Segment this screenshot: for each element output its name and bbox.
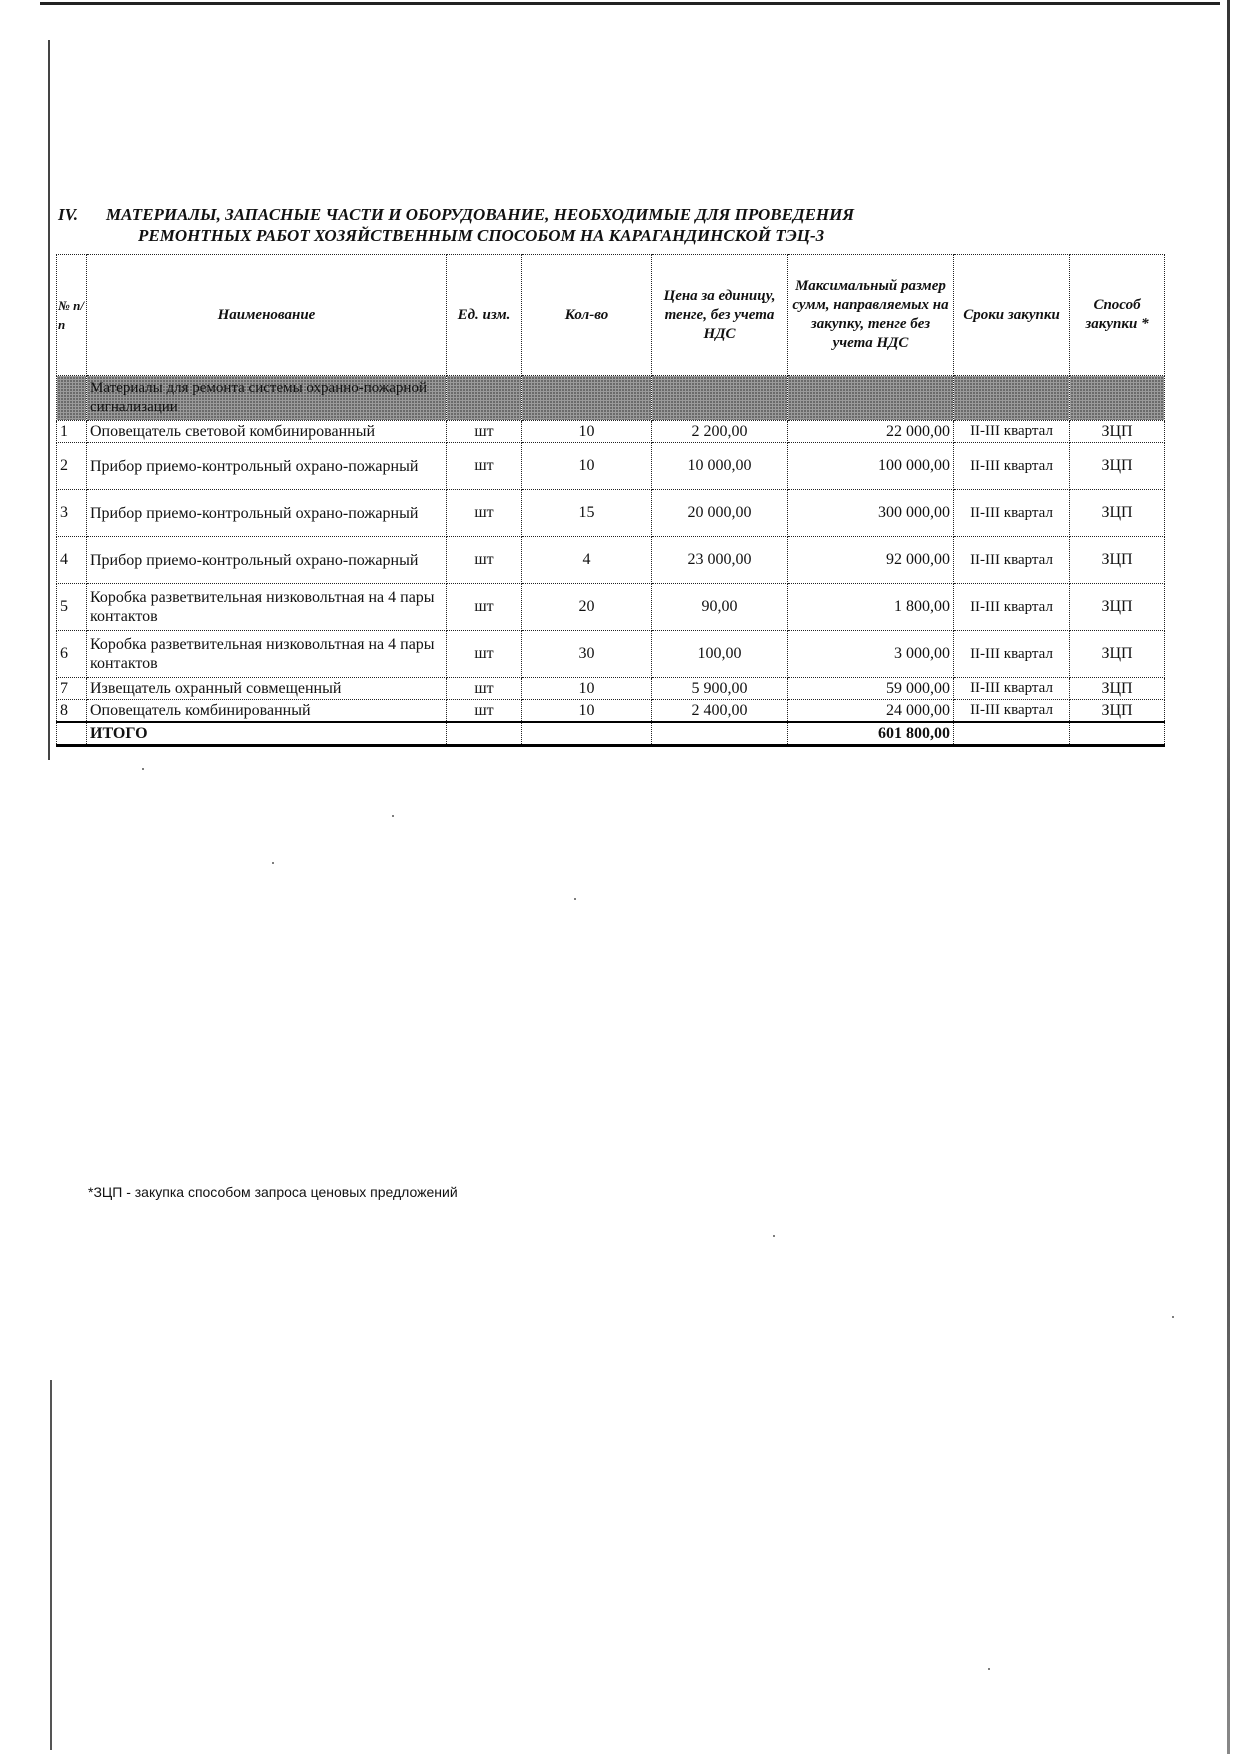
item-price: 90,00 <box>652 584 788 631</box>
item-qty: 10 <box>522 421 652 443</box>
item-name: Прибор приемо-контрольный охрано-пожарный <box>87 537 447 584</box>
item-method: ЗЦП <box>1070 631 1165 678</box>
total-cell <box>652 722 788 746</box>
item-unit: шт <box>447 631 522 678</box>
row-number: 8 <box>57 700 87 723</box>
item-method: ЗЦП <box>1070 537 1165 584</box>
row-number: 7 <box>57 678 87 700</box>
scan-edge-right <box>1227 0 1230 1754</box>
item-term: II-III квартал <box>954 537 1070 584</box>
item-sum: 1 800,00 <box>788 584 954 631</box>
item-term: II-III квартал <box>954 421 1070 443</box>
row-number: 3 <box>57 490 87 537</box>
item-price: 5 900,00 <box>652 678 788 700</box>
item-price: 2 200,00 <box>652 421 788 443</box>
section-cell <box>652 376 788 421</box>
document-title <box>58 204 1158 246</box>
table-row <box>57 631 1165 678</box>
footnote: *ЗЦП - закупка способом запроса ценовых предложений <box>88 1184 458 1200</box>
item-unit: шт <box>447 537 522 584</box>
item-term: II-III квартал <box>954 700 1070 723</box>
col-header-no: № п/п <box>57 255 87 376</box>
item-sum: 100 000,00 <box>788 443 954 490</box>
item-term: II-III квартал <box>954 678 1070 700</box>
col-header-sum: Максимальный размер сумм, направляемых на закупку, тенге без учета НДС <box>788 255 954 376</box>
scan-speck <box>1172 1316 1174 1318</box>
item-unit: шт <box>447 700 522 723</box>
section-cell <box>57 376 87 421</box>
row-number: 1 <box>57 421 87 443</box>
col-header-method: Способ закупки * <box>1070 255 1165 376</box>
item-price: 20 000,00 <box>652 490 788 537</box>
section-cell <box>788 376 954 421</box>
total-cell <box>954 722 1070 746</box>
section-title: Материалы для ремонта системы охранно-пожарной сигнализации <box>87 376 447 421</box>
item-name: Коробка разветвительная низковольтная на 4 пары контактов <box>87 584 447 631</box>
table-row <box>57 421 1165 443</box>
item-term: II-III квартал <box>954 490 1070 537</box>
item-qty: 4 <box>522 537 652 584</box>
item-name: Оповещатель световой комбинированный <box>87 421 447 443</box>
total-cell <box>57 722 87 746</box>
scan-speck <box>574 898 576 900</box>
item-qty: 10 <box>522 700 652 723</box>
item-unit: шт <box>447 678 522 700</box>
item-method: ЗЦП <box>1070 421 1165 443</box>
item-sum: 300 000,00 <box>788 490 954 537</box>
col-header-unit: Ед. изм. <box>447 255 522 376</box>
item-sum: 92 000,00 <box>788 537 954 584</box>
item-unit: шт <box>447 490 522 537</box>
item-method: ЗЦП <box>1070 443 1165 490</box>
table-row <box>57 537 1165 584</box>
item-name: Извещатель охранный совмещенный <box>87 678 447 700</box>
item-unit: шт <box>447 443 522 490</box>
col-header-price: Цена за единицу, тенге, без учета НДС <box>652 255 788 376</box>
item-sum: 22 000,00 <box>788 421 954 443</box>
item-method: ЗЦП <box>1070 700 1165 723</box>
col-header-qty: Кол-во <box>522 255 652 376</box>
row-number: 2 <box>57 443 87 490</box>
section-cell <box>522 376 652 421</box>
scan-speck <box>142 768 144 770</box>
item-qty: 20 <box>522 584 652 631</box>
section-cell <box>1070 376 1165 421</box>
title-line-1: МАТЕРИАЛЫ, ЗАПАСНЫЕ ЧАСТИ И ОБОРУДОВАНИЕ, НЕОБХОДИМЫЕ ДЛЯ ПРОВЕДЕНИЯ <box>106 205 855 224</box>
item-qty: 10 <box>522 443 652 490</box>
item-method: ЗЦП <box>1070 490 1165 537</box>
item-price: 100,00 <box>652 631 788 678</box>
row-number: 4 <box>57 537 87 584</box>
procurement-table <box>56 254 1165 747</box>
table-row <box>57 584 1165 631</box>
item-qty: 30 <box>522 631 652 678</box>
item-unit: шт <box>447 421 522 443</box>
section-cell <box>954 376 1070 421</box>
row-number: 6 <box>57 631 87 678</box>
table-row <box>57 490 1165 537</box>
item-unit: шт <box>447 584 522 631</box>
item-method: ЗЦП <box>1070 584 1165 631</box>
total-label: ИТОГО <box>87 722 447 746</box>
item-name: Коробка разветвительная низковольтная на 4 пары контактов <box>87 631 447 678</box>
item-sum: 3 000,00 <box>788 631 954 678</box>
total-cell <box>1070 722 1165 746</box>
item-price: 2 400,00 <box>652 700 788 723</box>
item-term: II-III квартал <box>954 631 1070 678</box>
item-price: 10 000,00 <box>652 443 788 490</box>
title-line-2: РЕМОНТНЫХ РАБОТ ХОЗЯЙСТВЕННЫМ СПОСОБОМ НА КАРАГАНДИНСКОЙ ТЭЦ-3 <box>138 226 825 245</box>
item-price: 23 000,00 <box>652 537 788 584</box>
col-header-name: Наименование <box>87 255 447 376</box>
item-name: Оповещатель комбинированный <box>87 700 447 723</box>
section-number: IV. <box>58 205 79 224</box>
item-qty: 10 <box>522 678 652 700</box>
item-name: Прибор приемо-контрольный охрано-пожарный <box>87 443 447 490</box>
scan-edge-left <box>48 40 50 760</box>
section-cell <box>447 376 522 421</box>
item-sum: 24 000,00 <box>788 700 954 723</box>
col-header-term: Сроки закупки <box>954 255 1070 376</box>
table-header-row <box>57 255 1165 376</box>
table-row <box>57 700 1165 723</box>
item-term: II-III квартал <box>954 584 1070 631</box>
item-term: II-III квартал <box>954 443 1070 490</box>
total-row <box>57 722 1165 746</box>
scan-speck <box>773 1235 775 1237</box>
table-row <box>57 678 1165 700</box>
item-method: ЗЦП <box>1070 678 1165 700</box>
item-name: Прибор приемо-контрольный охрано-пожарный <box>87 490 447 537</box>
section-row <box>57 376 1165 421</box>
table-row <box>57 443 1165 490</box>
scan-edge-top <box>40 2 1220 5</box>
total-sum: 601 800,00 <box>788 722 954 746</box>
scan-speck <box>988 1668 990 1670</box>
row-number: 5 <box>57 584 87 631</box>
scan-edge-left-lower <box>50 1380 52 1750</box>
item-sum: 59 000,00 <box>788 678 954 700</box>
total-cell <box>522 722 652 746</box>
scan-speck <box>272 862 274 864</box>
item-qty: 15 <box>522 490 652 537</box>
scan-speck <box>392 815 394 817</box>
total-cell <box>447 722 522 746</box>
